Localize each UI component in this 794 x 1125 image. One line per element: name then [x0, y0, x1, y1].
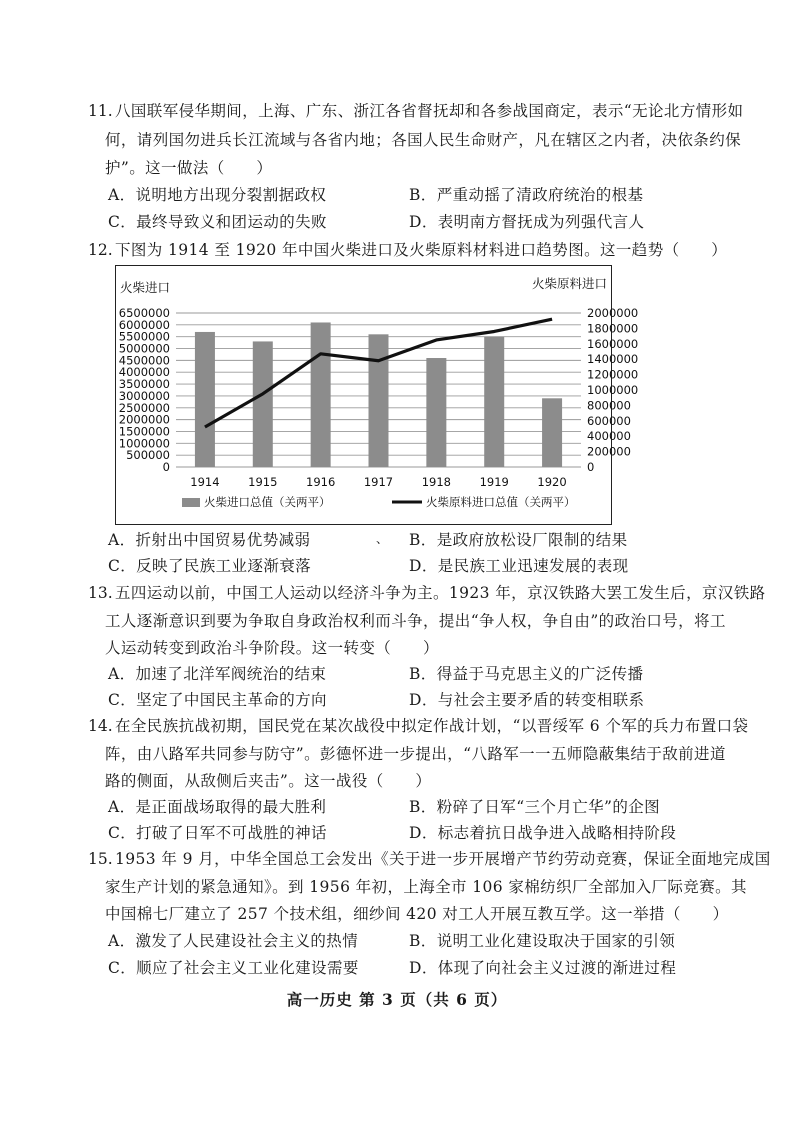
option-a[interactable]: A．是正面战场取得的最大胜利: [108, 798, 327, 816]
y-left-tick-label: 1500000: [118, 424, 170, 439]
question-text: 1953 年 9 月，中华全国总工会发出《关于进一步开展增产节约劳动竞赛，保证全面地完成国: [115, 850, 771, 868]
question-text: 在全民族抗战初期，国民党在某次战役中拟定作战计划，“以晋绥军 6 个军的兵力布置口袋: [115, 717, 749, 735]
bar: [369, 334, 389, 467]
question-text: 中国棉七厂建立了 257 个技术组，细纱间 420 对工人开展互教互学。这一举措（ ）: [105, 905, 729, 923]
option-c[interactable]: C．反映了民族工业逐渐衰落: [108, 557, 312, 575]
y-right-tick-label: 1200000: [587, 367, 639, 382]
question-text: 家生产计划的紧急通知》。到 1956 年初，上海全市 106 家棉纺织厂全部加入厂际竞赛。其: [105, 878, 747, 896]
x-tick-label: 1919: [479, 475, 509, 489]
y-left-tick-label: 4500000: [118, 353, 170, 368]
y-left-tick-label: 1000000: [118, 436, 170, 451]
bar: [426, 358, 446, 467]
question-number: 13.: [88, 584, 113, 602]
x-tick-label: 1918: [421, 475, 451, 489]
y-left-tick-label: 2500000: [118, 400, 170, 415]
option-b[interactable]: B．是政府放松设厂限制的结果: [409, 531, 628, 549]
bar: [484, 337, 504, 467]
question-text: 八国联军侵华期间，上海、广东、浙江各省督抚却和各参战国商定，表示“无论北方情形如: [115, 102, 744, 120]
y-right-tick-label: 1600000: [587, 336, 639, 351]
y-right-tick-label: 400000: [587, 429, 631, 444]
question-text: 工人逐渐意识到要为争取自身政治权利而斗争，提出“争人权，争自由”的政治口号，将工: [105, 612, 726, 630]
question-number: 14.: [88, 717, 113, 735]
option-b[interactable]: B．严重动摇了清政府统治的根基: [409, 186, 644, 204]
question-number: 12.: [88, 241, 113, 259]
option-a[interactable]: A．折射出中国贸易优势减弱: [108, 531, 311, 549]
y-left-tick-label: 4000000: [118, 365, 170, 380]
bar: [253, 341, 273, 467]
option-d[interactable]: D．表明南方督抚成为列强代言人: [409, 213, 645, 231]
x-tick-label: 1914: [190, 475, 220, 489]
legend-label-bars: 火柴进口总值（关两平）: [204, 495, 331, 509]
y-left-axis-label: 火柴进口: [120, 280, 171, 295]
y-right-tick-label: 1400000: [587, 352, 639, 367]
x-tick-label: 1915: [248, 475, 278, 489]
question-text: 人运动转变到政治斗争阶段。这一转变（ ）: [105, 639, 439, 657]
option-b[interactable]: B．粉碎了日军“三个月亡华”的企图: [409, 798, 661, 816]
y-right-tick-label: 1000000: [587, 383, 639, 397]
legend-swatch-bars: [182, 498, 200, 507]
bar: [311, 322, 331, 467]
y-right-axis-label: 火柴原料进口: [531, 276, 607, 291]
y-right-tick-label: 200000: [587, 444, 631, 459]
chart-svg: [116, 266, 639, 524]
y-left-tick-label: 3000000: [118, 388, 170, 403]
y-left-tick-label: 2000000: [118, 412, 170, 427]
option-a[interactable]: A．加速了北洋军阀统治的结束: [108, 665, 327, 683]
x-tick-label: 1917: [363, 475, 394, 489]
y-left-tick-label: 5500000: [118, 329, 170, 344]
y-right-tick-label: 600000: [587, 413, 631, 428]
question-number: 15.: [88, 850, 113, 868]
option-c[interactable]: C．打破了日军不可战胜的神话: [108, 824, 327, 842]
x-tick-label: 1920: [537, 475, 567, 489]
y-right-tick-label: 0: [587, 460, 595, 474]
option-a[interactable]: A．激发了人民建设社会主义的热情: [108, 932, 359, 950]
y-left-tick-label: 6000000: [118, 317, 170, 332]
question-text: 下图为 1914 至 1920 年中国火柴进口及火柴原料材料进口趋势图。这一趋势（ ）: [115, 241, 728, 259]
y-left-tick-label: 6500000: [118, 306, 170, 320]
bar: [542, 398, 562, 467]
y-left-tick-label: 500000: [126, 448, 170, 463]
stray-mark: 、: [376, 532, 389, 546]
question-text: 路的侧面，从敌侧后夹击”。这一战役（ ）: [105, 772, 432, 790]
question-text: 五四运动以前，中国工人运动以经济斗争为主。1923 年，京汉铁路大罢工发生后，京汉铁路: [115, 584, 766, 602]
y-right-tick-label: 1800000: [587, 321, 639, 336]
option-d[interactable]: D．标志着抗日战争进入战略相持阶段: [409, 824, 677, 842]
bar: [195, 332, 215, 467]
legend-label-line: 火柴原料进口总值（关两平）: [426, 495, 576, 509]
x-tick-label: 1916: [306, 475, 336, 489]
question-text: 何，请列国勿进兵长江流域与各省内地；各国人民生命财产，凡在辖区之内者，决依条约保: [105, 131, 742, 149]
option-b[interactable]: B．说明工业化建设取决于国家的引领: [409, 932, 676, 950]
question-text: 阵，由八路军共同参与防守”。彭德怀进一步提出，“八路军一一五师隐蔽集结于敌前进道: [105, 745, 726, 763]
option-b[interactable]: B．得益于马克思主义的广泛传播: [409, 665, 644, 683]
y-left-tick-label: 5000000: [118, 341, 170, 356]
page-footer: 高一历史 第 3 页（共 6 页）: [286, 990, 508, 1009]
y-right-tick-label: 2000000: [587, 306, 639, 320]
y-left-tick-label: 0: [162, 460, 170, 474]
y-left-tick-label: 3500000: [118, 377, 170, 392]
chart: [115, 265, 639, 525]
option-a[interactable]: A．说明地方出现分裂割据政权: [108, 186, 327, 204]
question-text: 护”。这一做法（ ）: [105, 159, 273, 177]
option-d[interactable]: D．体现了向社会主义过渡的渐进过程: [409, 959, 677, 977]
option-d[interactable]: D．是民族工业迅速发展的表现: [409, 557, 629, 575]
question-number: 11.: [88, 102, 113, 120]
option-d[interactable]: D．与社会主要矛盾的转变相联系: [409, 691, 645, 709]
y-right-tick-label: 800000: [587, 398, 631, 413]
option-c[interactable]: C．最终导致义和团运动的失败: [108, 213, 327, 231]
option-c[interactable]: C．坚定了中国民主革命的方向: [108, 691, 327, 709]
option-c[interactable]: C．顺应了社会主义工业化建设需要: [108, 959, 359, 977]
